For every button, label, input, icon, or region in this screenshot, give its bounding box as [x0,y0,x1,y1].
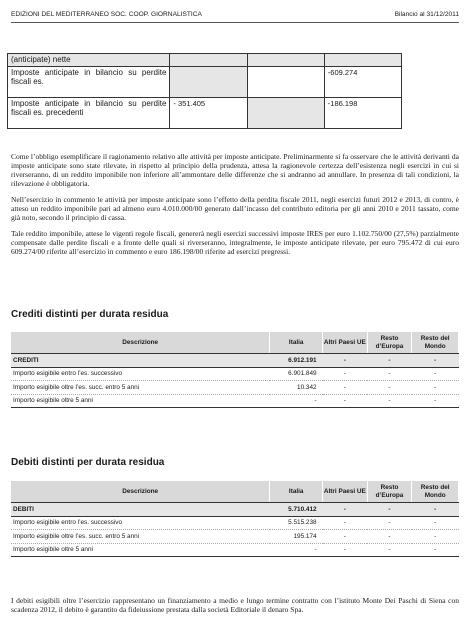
row-description: Importo esigibile oltre l’es. succ. entro 5 anni [11,530,270,544]
report-date: Bilancio al 31/12/2011 [394,11,459,18]
cell [247,66,324,97]
table-row [11,516,459,530]
row-description: Importo esigibile entro l’es. successivo [11,516,270,530]
cell-europa: - [367,530,412,544]
table-row [11,543,459,557]
table-row-total [11,354,459,368]
company-name: EDIZIONI DEL MEDITERRANEO SOC. COOP. GIORNALISTICA [11,11,202,18]
cell-mondo: - [412,530,459,544]
cell-mondo: - [412,503,459,517]
cell-mondo: - [412,543,459,557]
paragraph: Come l’obbligo esemplificare il ragionamento relativo alle attività per imposte anticipate. Preliminarmente si fa osservare che le attività derivanti da imposte anticipate sono state rilevate, in rispetto al principio della prudenza, attesa la ragionevole certezza dell’esistenza negli esercizi in cui si riverseranno, di un reddito imponibile non inferiore all’ammontare delle differenze che si andranno ad annullare. In presenza di tali condizioni, la rilevazione è obbligatoria. [11,152,459,188]
cell-italia: 6.912.191 [270,354,323,368]
cell-mondo: - [412,516,459,530]
page-header [11,11,459,23]
col-header: Resto d’Europa [367,332,412,354]
row-description: (anticipate) nette [8,54,170,67]
cell-europa: - [367,394,412,408]
row-description: Imposte anticipate in bilancio su perdite fiscali es. [8,66,170,97]
cell-ue: - [323,354,368,368]
cell-italia: 5.710.412 [270,503,323,517]
table-header-row [11,332,459,354]
col-header: Resto del Mondo [412,332,459,354]
cell-europa: - [367,503,412,517]
cell-europa: - [367,516,412,530]
col-header: Altri Paesi UE [323,332,368,354]
cell-ue: - [323,543,368,557]
cell-mondo: - [412,354,459,368]
table-row-total [11,503,459,517]
table-row [11,381,459,395]
cell-italia: 6.901.849 [270,367,323,381]
cell-mondo: - [412,381,459,395]
cell-mondo: - [412,367,459,381]
cell-italia: - [270,543,323,557]
cell [247,54,324,67]
col-header: Descrizione [11,481,270,503]
table-row [11,367,459,381]
cell-mondo: - [412,394,459,408]
col-header: Resto del Mondo [412,481,459,503]
footer-paragraph: I debiti esigibili oltre l’esercizio rappresentano un finanziamento a medio e lungo termine contratto con l’istituto Monte Dei Paschi di Siena con scadenza 2012, il debito è garantito da fideiussione prestata dalla società Editoriale il denaro Spa. [11,596,459,614]
debiti-table [11,481,459,557]
cell-europa: - [367,367,412,381]
cell: -186.198 [324,97,401,128]
cell-ue: - [323,516,368,530]
cell: -609.274 [324,66,401,97]
col-header: Italia [270,332,323,354]
table-header-row [11,481,459,503]
table-row [11,530,459,544]
cell-ue: - [323,394,368,408]
table-row [11,394,459,408]
row-description: CREDITI [11,354,270,368]
paragraph: Nell’esercizio in commento le attività per imposte anticipate sono l’effetto della perdita fiscale 2011, negli esercizi futuri 2012 e 2013, di contro, è atteso un reddito imponibile pari ad almeno euro 4.010.000/00 generato dall’incasso del contributo editoria per gli anni 2010 e 2011 tassato, come già noto, secondo il principio di cassa. [11,195,459,222]
cell-ue: - [323,530,368,544]
cell-europa: - [367,543,412,557]
row-description: Importo esigibile oltre l’es. succ. entro 5 anni [11,381,270,395]
row-description: Importo esigibile oltre 5 anni [11,543,270,557]
deferred-tax-table [7,53,402,129]
section-title-crediti: Crediti distinti per durata residua [11,309,169,320]
row-description: Importo esigibile oltre 5 anni [11,394,270,408]
col-header: Descrizione [11,332,270,354]
row-description: DEBITI [11,503,270,517]
cell-ue: - [323,503,368,517]
row-description: Imposte anticipate in bilancio su perdite fiscali es. precedenti [8,97,170,128]
cell-ue: - [323,367,368,381]
cell-italia: 5.515.238 [270,516,323,530]
cell: - 351.405 [170,97,247,128]
cell [170,66,247,97]
cell [324,54,401,67]
crediti-table [11,332,459,408]
section-title-debiti: Debiti distinti per durata residua [11,457,165,468]
paragraph: Tale reddito imponibile, attese le vigenti regole fiscali, genererà negli esercizi successivi imposte IRES per euro 1.102.750/00 (27,5%) parzialmente compensate dalle perdite fiscali e a fronte delle quali si riverseranno, integralmente, le imposte anticipate rilevate, per euro 795.472 di cui euro 609.274/00 riferite all’esercizio in commento e euro 186.198/00 riferite ad esercizi pregressi. [11,229,459,256]
table-row [8,54,402,67]
table-row [8,66,402,97]
col-header: Altri Paesi UE [323,481,368,503]
cell-ue: - [323,381,368,395]
cell [247,97,324,128]
cell-italia: 10.342 [270,381,323,395]
row-description: Importo esigibile entro l’es. successivo [11,367,270,381]
col-header: Italia [270,481,323,503]
cell [170,54,247,67]
cell-europa: - [367,354,412,368]
table-row [8,97,402,128]
cell-italia: - [270,394,323,408]
cell-europa: - [367,381,412,395]
cell-italia: 195.174 [270,530,323,544]
col-header: Resto d’Europa [367,481,412,503]
